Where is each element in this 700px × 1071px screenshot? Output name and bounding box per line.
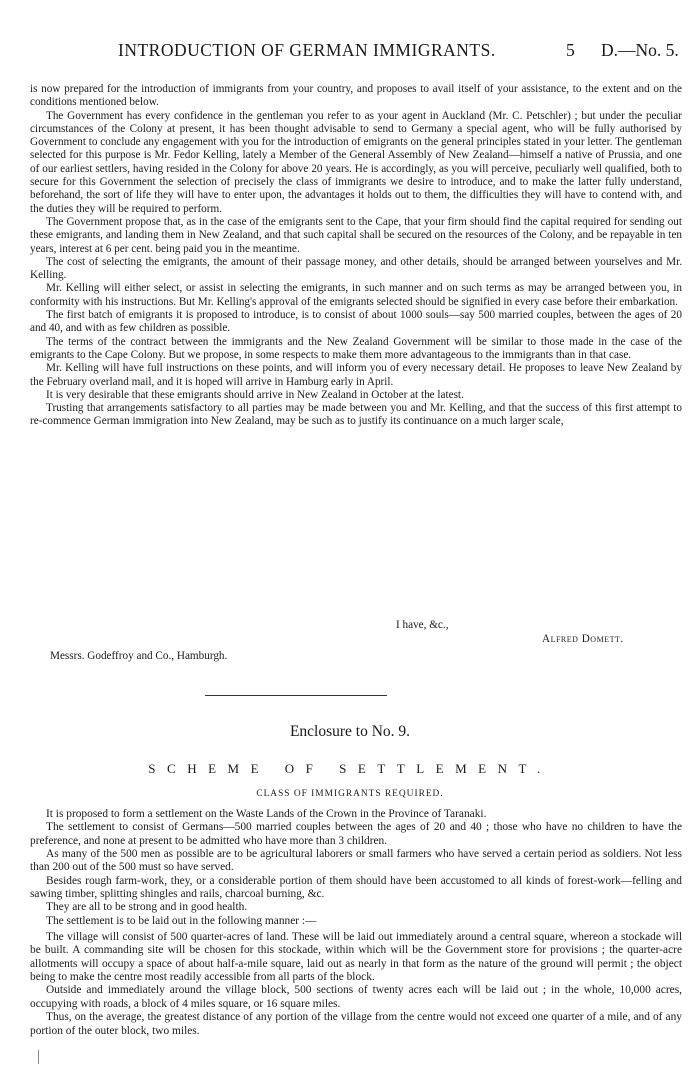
- scheme-paragraph: They are all to be strong and in good health.: [46, 901, 248, 914]
- margin-mark: [38, 1050, 39, 1064]
- document-reference: D.—No. 5.: [601, 40, 679, 60]
- scheme-paragraph: Thus, on the average, the greatest distance of any portion of the village from the centre would not exceed one quarter of a mile, and of any portion of the outer block, two miles.: [30, 1011, 682, 1037]
- scheme-paragraph: Besides rough farm-work, they, or a considerable portion of them should have been accustomed to all kinds of forest-work—felling and sawing timber, splitting shingles and rails, charcoal burning, &c.: [30, 874, 682, 901]
- class-heading: CLASS OF IMMIGRANTS REQUIRED.: [256, 789, 444, 799]
- page-header: [0, 40, 700, 64]
- letter-signature: Alfred Domett.: [542, 633, 624, 645]
- scheme-paragraph: The settlement is to be laid out in the following manner :—: [46, 914, 317, 927]
- letter-paragraph: Trusting that arrangements satisfactory to all parties may be made between you and Mr. Kelling, and that the success of this first attempt to re-commence German immigration into New Zealand, may be such as to justify its continuance on a much larger scale,: [30, 402, 682, 428]
- scheme-paragraph: It is proposed to form a settlement on the Waste Lands of the Crown in the Province of Taranaki.: [46, 808, 487, 820]
- letter-paragraph: Mr. Kelling will have full instructions on these points, and will inform you of every necessary detail. He proposes to leave New Zealand by the February overland mail, and it is hoped will arrive in Hamburg early in April.: [30, 362, 682, 388]
- section-divider: [205, 695, 387, 696]
- letter-paragraph: is now prepared for the introduction of immigrants from your country, and proposes to avail itself of your assistance, to the extent and on the conditions mentioned below.: [30, 83, 682, 109]
- scheme-body: [30, 808, 682, 1038]
- running-title: INTRODUCTION OF GERMAN IMMIGRANTS.: [118, 40, 496, 60]
- page-number: 5: [566, 40, 575, 60]
- scheme-paragraph: Outside and immediately around the village block, 500 sections of twenty acres each will be laid out ; in the whole, 10,000 acres, occupying with roads, a block of 4 miles square, or 16 square miles.: [30, 984, 682, 1010]
- letter-paragraph: It is very desirable that these emigrants should arrive in New Zealand in October at the latest.: [46, 388, 464, 401]
- enclosure-title: Enclosure to No. 9.: [289, 723, 411, 740]
- scheme-paragraph: As many of the 500 men as possible are to be agricultural laborers or small farmers who have served a certain period as soldiers. Not less than 200 out of the 500 must so have served.: [30, 848, 682, 874]
- letter-paragraph: The first batch of emigrants it is proposed to introduce, is to consist of about 1000 souls—say 500 married couples, between the ages of 20 and 40, and with as few children as possible.: [30, 309, 682, 335]
- letter-body: [30, 83, 682, 429]
- letter-paragraph: The Government has every confidence in the gentleman you refer to as your agent in Auckland (Mr. C. Petschler) ; but under the peculiar circumstances of the Colony at present, it has been thought advisable to send to Germany a special agent, who will be fully authorised by Government to conclude any engagement with you for the introduction of emigrants on the general principles stated in your letter. The gentleman selected for this purpose is Mr. Fedor Kelling, lately a Member of the General Assembly of New Zealand—himself a native of Prussia, and one of our earliest settlers, having resided in the Colony for above 20 years. He is accordingly, as you will perceive, peculiarly well qualified, both to secure for this Government the selection of precisely the class of immigrants we desire to introduce, and to make the latter fully understand, beforehand, the sort of life they will have to enter upon, the advantages it holds out to them, the difficulties they will have to contend with, and the duties they will be required to perform.: [30, 109, 682, 215]
- scheme-paragraph: The village will consist of 500 quarter-acres of land. These will be laid out immediately around a central square, whereon a stockade will be built. A commanding site will be chosen for this stockade, within which will be the Government store for provisions ; the quarter-acre allotments will occupy a space of about half-a-mile square, laid out as nearly in that form as the nature of the ground will permit ; the object being to make the centre most readily accessible from all parts of the block.: [30, 931, 682, 984]
- scheme-title: SCHEME OF SETTLEMENT.: [148, 761, 552, 776]
- letter-closing: I have, &c.,: [396, 619, 449, 631]
- letter-paragraph: The terms of the contract between the immigrants and the New Zealand Government will be similar to those made in the case of the emigrants to the Cape Colony. But we propose, in some respects to make them more advantageous to the immigrants than in that case.: [30, 335, 682, 361]
- letter-paragraph: The cost of selecting the emigrants, the amount of their passage money, and other details, should be arranged between yourselves and Mr. Kelling.: [30, 255, 682, 282]
- letter-paragraph: Mr. Kelling will either select, or assist in selecting the emigrants, in such manner and on such terms as may be arranged between you, in conformity with his instructions. But Mr. Kelling's approval of the emigrants selected should be signified in every case before their embarkation.: [30, 282, 682, 308]
- letter-paragraph: The Government propose that, as in the case of the emigrants sent to the Cape, that your firm should find the capital required for sending out these emigrants, and landing them in New Zealand, and that such capital shall be secured on the resources of the Colony, and be repayable in ten years, interest at 6 per cent. being paid you in the meantime.: [30, 215, 682, 255]
- scheme-paragraph: The settlement to consist of Germans—500 married couples between the ages of 20 and 40 ; those who have no children to have the preference, and none at present to be admitted who have more than 3 children.: [30, 821, 682, 847]
- letter-addressee: Messrs. Godeffroy and Co., Hamburgh.: [50, 650, 228, 662]
